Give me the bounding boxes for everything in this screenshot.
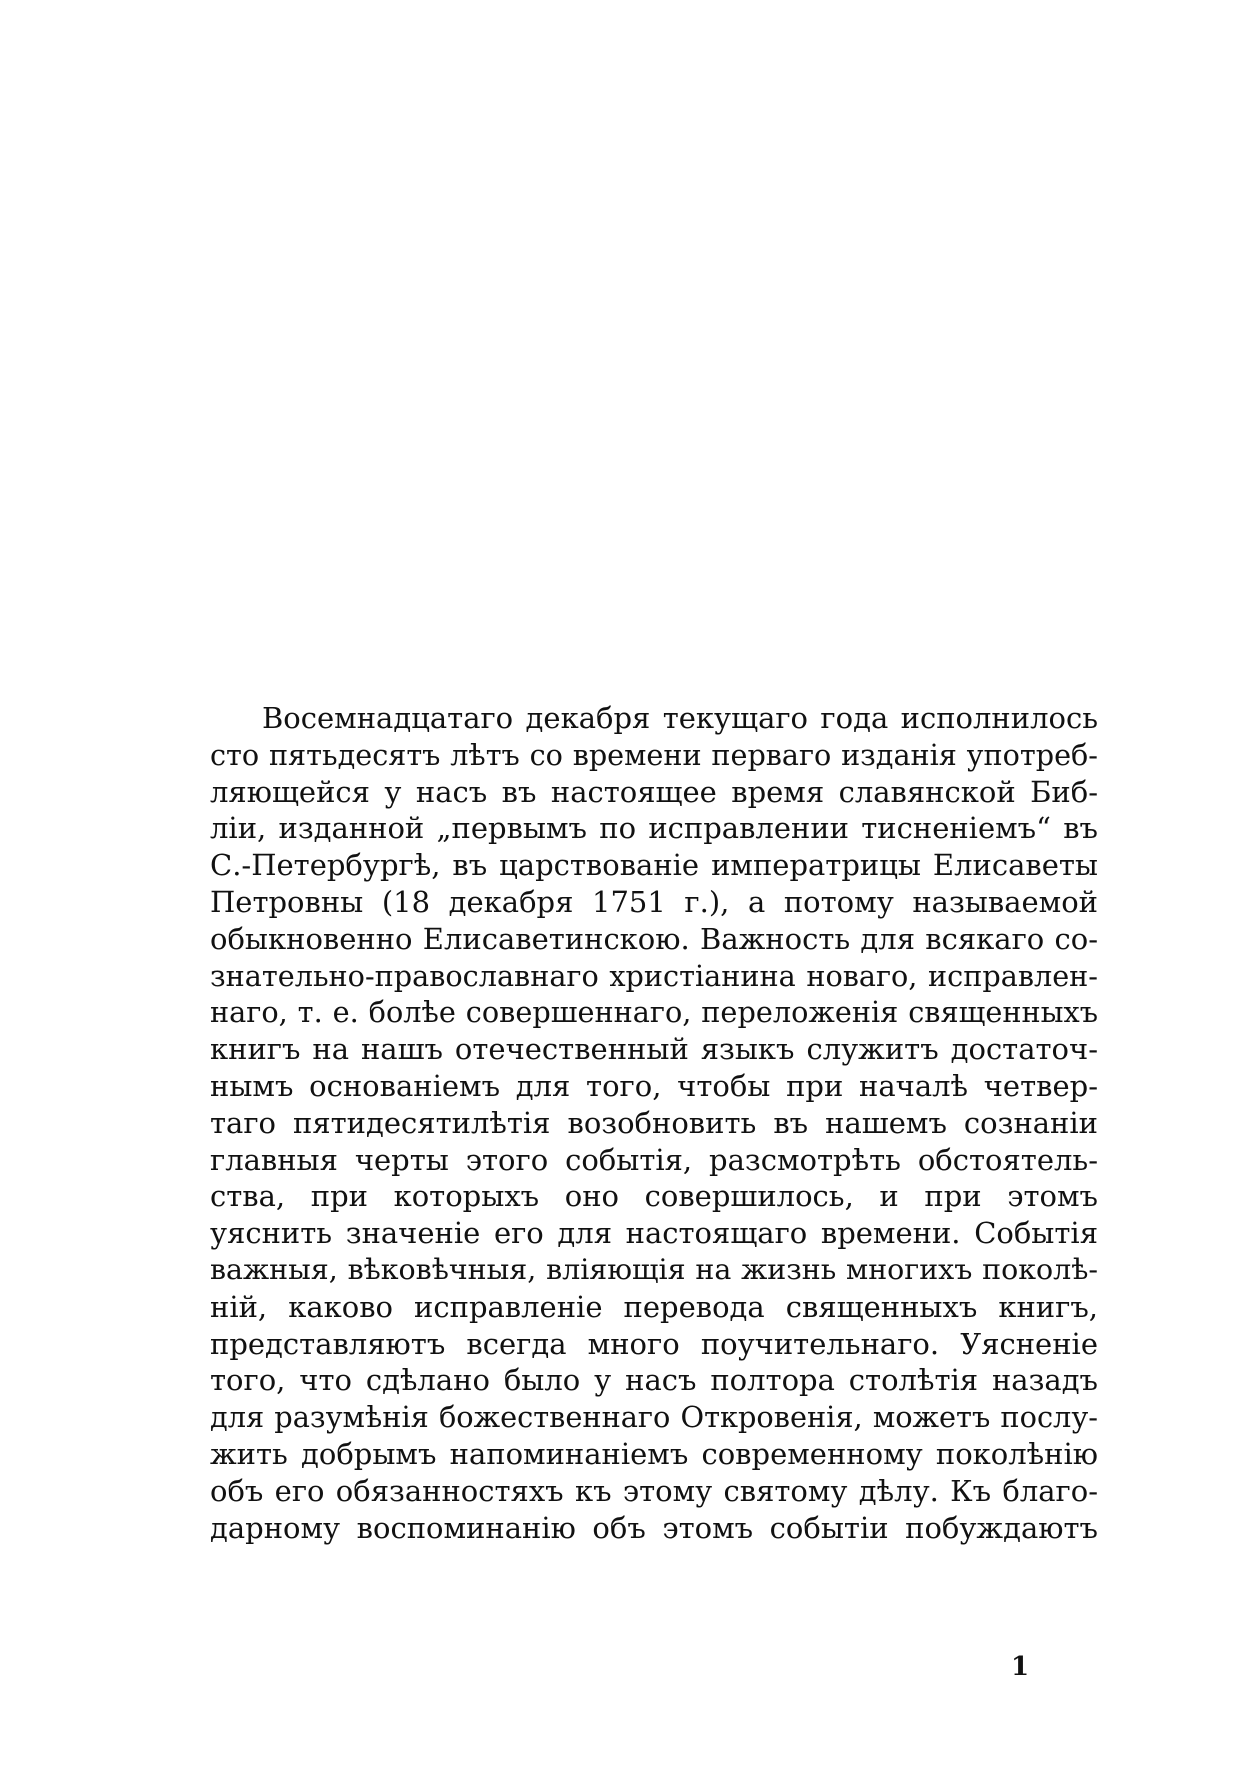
text-line: сто пятьдесятъ лѣтъ со времени перваго изданія употреб- <box>210 737 1098 772</box>
text-line: дарному воспоминанію объ этомъ событіи побуждаютъ <box>210 1510 1098 1545</box>
text-line: Петровны (18 декабря 1751 г.), а потому называемой <box>210 884 1098 919</box>
text-line: того, что сдѣлано было у насъ полтора столѣтія назадъ <box>210 1363 1098 1398</box>
text-line: нымъ основаніемъ для того, чтобы при началѣ четвер- <box>210 1068 1098 1103</box>
text-line: объ его обязанностяхъ къ этому святому дѣлу. Къ благо- <box>210 1473 1098 1508</box>
text-line: для разумѣнія божественнаго Откровенія, можетъ послу- <box>210 1400 1098 1435</box>
text-line: книгъ на нашъ отечественный языкъ служитъ достаточ- <box>210 1032 1098 1067</box>
text-line: важныя, вѣковѣчныя, вліяющія на жизнь многихъ поколѣ- <box>210 1252 1098 1286</box>
text-line: жить добрымъ напоминаніемъ современному поколѣнію <box>210 1436 1098 1471</box>
text-line: ліи, изданной „первымъ по исправлении тисненіемъ“ въ <box>210 811 1098 846</box>
text-line: знательно-православнаго христіанина новаго, исправлен- <box>210 958 1098 993</box>
page-number: 1 <box>1010 1652 1030 1682</box>
text-line: наго, т. е. болѣе совершеннаго, переложенія священныхъ <box>210 995 1098 1030</box>
text-line: Восемнадцатаго декабря текущаго года исполнилось <box>262 701 1098 735</box>
text-line: уяснить значеніе его для настоящаго времени. Событія <box>210 1216 1098 1251</box>
text-line: С.-Петербургѣ, въ царствованіе императрицы Елисаветы <box>210 848 1098 883</box>
text-line: главныя черты этого событія, разсмотрѣть обстоятель- <box>210 1142 1098 1177</box>
text-line: представляютъ всегда много поучительнаго. Уясненіе <box>210 1326 1098 1361</box>
text-line: обыкновенно Елисаветинскою. Важность для всякаго со- <box>210 921 1098 956</box>
text-line: таго пятидесятилѣтія возобновить въ нашемъ сознаніи <box>210 1105 1098 1140</box>
text-line: ства, при которыхъ оно совершилось, и при этомъ <box>210 1179 1098 1214</box>
text-line: ній, каково исправленіе перевода священныхъ книгъ, <box>210 1289 1098 1324</box>
text-line: ляющейся у насъ въ настоящее время славянской Биб- <box>210 774 1098 809</box>
body-paragraph <box>210 700 1098 1546</box>
